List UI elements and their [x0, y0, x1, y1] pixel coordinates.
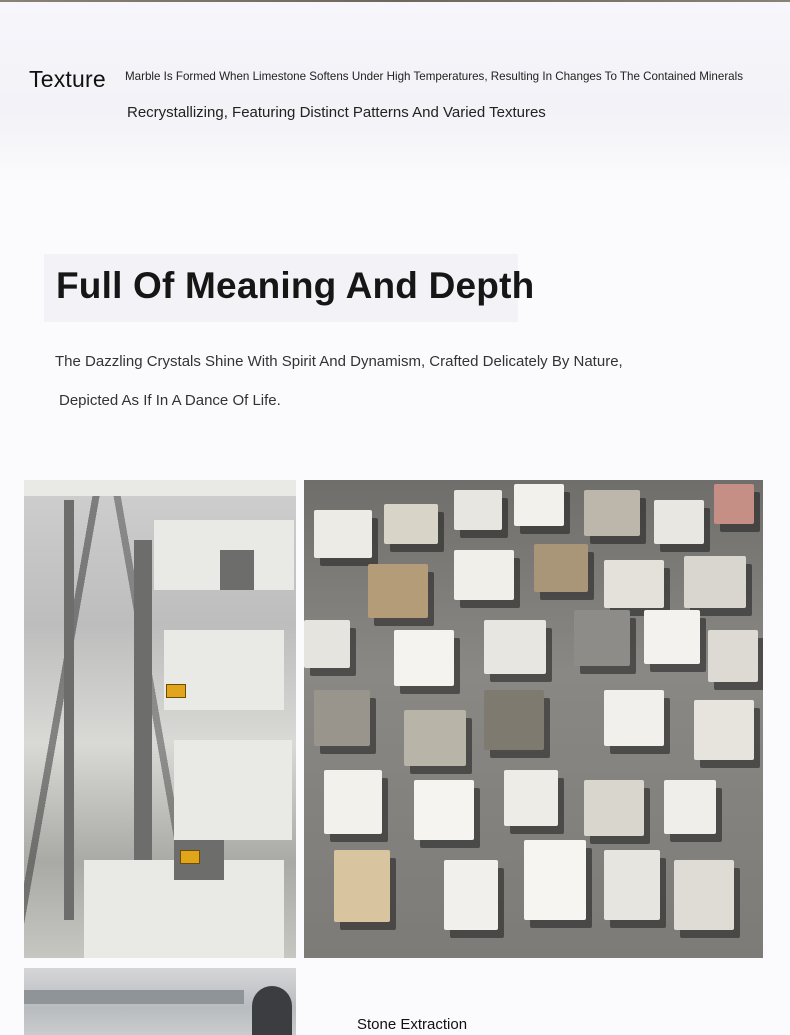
texture-background: [0, 2, 790, 182]
texture-description-line-2: Recrystallizing, Featuring Distinct Patterns And Varied Textures: [127, 104, 546, 121]
section-description-line-1: The Dazzling Crystals Shine With Spirit And Dynamism, Crafted Delicately By Nature,: [55, 353, 623, 370]
section-description-line-2: Depicted As If In A Dance Of Life.: [59, 392, 281, 409]
texture-title: Texture: [29, 66, 106, 92]
stone-cutting-photo: [24, 968, 296, 1035]
gallery-caption: Stone Extraction: [357, 1016, 468, 1033]
marble-block-yard-photo: [304, 480, 763, 958]
quarry-aerial-photo: [24, 480, 296, 958]
section-heading: Full Of Meaning And Depth: [56, 265, 535, 306]
texture-description-line-1: Marble Is Formed When Limestone Softens Under High Temperatures, Resulting In Changes To The Contained Minerals: [125, 70, 744, 83]
